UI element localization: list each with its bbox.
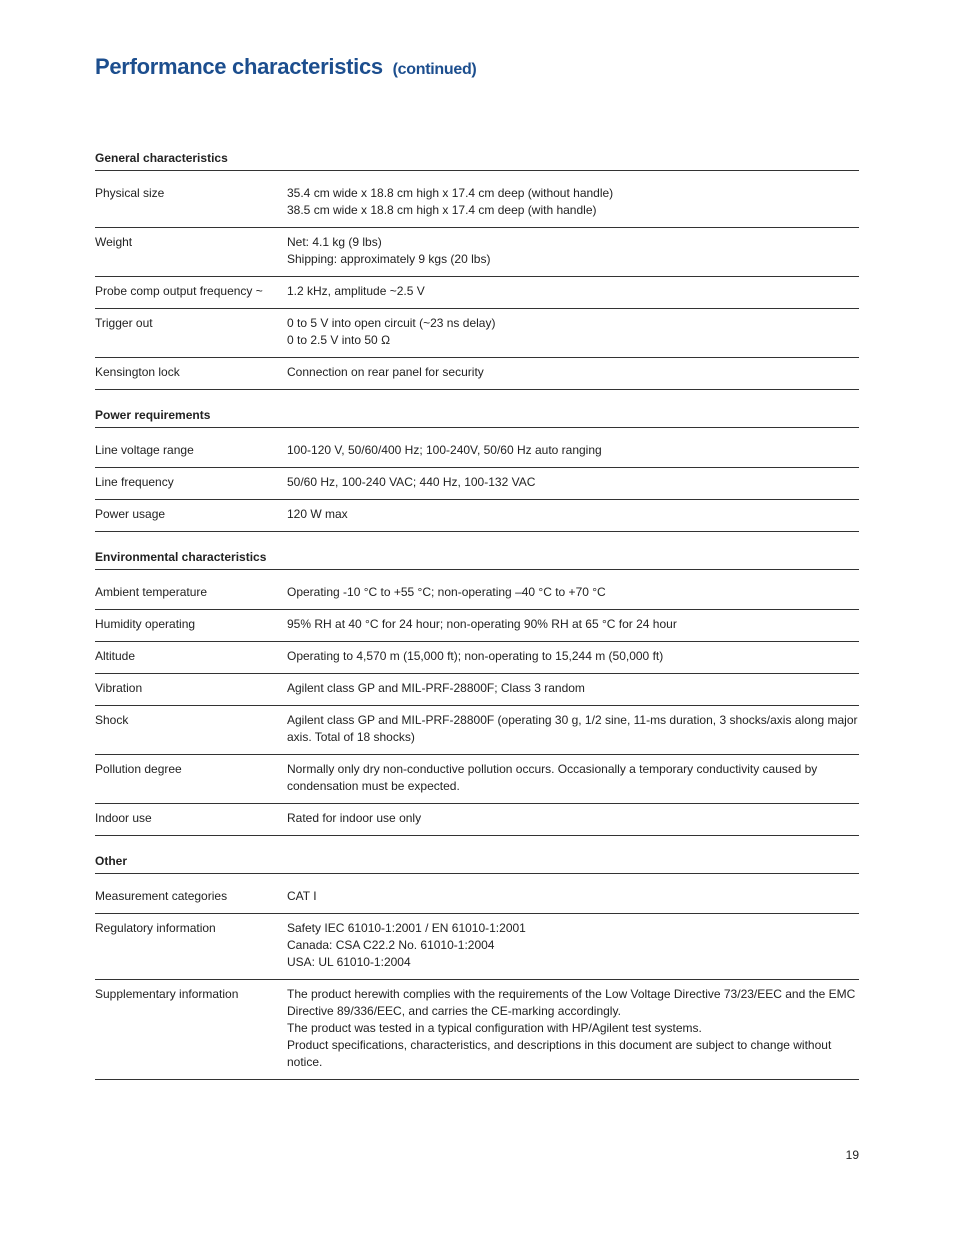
spec-value-line: The product herewith complies with the requirements of the Low Voltage Directive 73/23/EEC and the EMC Directive 89/336/EEC, and carries the CE-marking accordingly.: [287, 987, 856, 1018]
table-row: [95, 578, 859, 610]
spec-value: [287, 674, 859, 706]
spec-label: Humidity operating: [95, 610, 287, 642]
spec-value: [287, 706, 859, 755]
section-other: [95, 853, 859, 1080]
spec-value-line: 50/60 Hz, 100-240 VAC; 440 Hz, 100-132 VAC: [287, 475, 536, 489]
spec-value: [287, 882, 859, 914]
spec-value-line: Agilent class GP and MIL-PRF-28800F; Class 3 random: [287, 681, 585, 695]
table-row: [95, 706, 859, 755]
spec-value-line: Rated for indoor use only: [287, 811, 422, 825]
spec-value-line: 100-120 V, 50/60/400 Hz; 100-240V, 50/60 Hz auto ranging: [287, 443, 602, 457]
spec-label: Kensington lock: [95, 358, 287, 390]
spec-value-line: 120 W max: [287, 507, 348, 521]
spec-label: Shock: [95, 706, 287, 755]
spec-value: [287, 309, 859, 358]
section-general-characteristics: [95, 150, 859, 390]
spec-label: Weight: [95, 228, 287, 277]
spec-value: [287, 804, 859, 836]
spec-value-line: Operating -10 °C to +55 °C; non-operating –40 °C to +70 °C: [287, 585, 606, 599]
spec-value-line: 38.5 cm wide x 18.8 cm high x 17.4 cm deep (with handle): [287, 203, 597, 217]
section-heading: Environmental characteristics: [95, 549, 859, 570]
spec-value-line: Safety IEC 61010-1:2001 / EN 61010-1:2001: [287, 921, 526, 935]
spec-value-line: Normally only dry non-conductive pollution occurs. Occasionally a temporary conductivity caused by condensation must be expected.: [287, 762, 818, 793]
spec-value-line: Connection on rear panel for security: [287, 365, 484, 379]
spec-value-line: 35.4 cm wide x 18.8 cm high x 17.4 cm deep (without handle): [287, 186, 614, 200]
spec-label: Power usage: [95, 500, 287, 532]
spec-label: Probe comp output frequency ~: [95, 277, 287, 309]
spec-value-line: 1.2 kHz, amplitude ~2.5 V: [287, 284, 425, 298]
table-row: [95, 755, 859, 804]
spec-table: [95, 882, 859, 1080]
spec-label: Trigger out: [95, 309, 287, 358]
page-title-suffix: (continued): [392, 61, 477, 78]
spec-value-line: Net: 4.1 kg (9 lbs): [287, 235, 382, 249]
spec-sections: [95, 150, 859, 1097]
spec-value-line: Agilent class GP and MIL-PRF-28800F (operating 30 g, 1/2 sine, 11-ms duration, 3 shocks/axis along major axis. Total of 18 shocks): [287, 713, 858, 744]
spec-label: Altitude: [95, 642, 287, 674]
table-row: [95, 436, 859, 468]
section-heading: Power requirements: [95, 407, 859, 428]
spec-label: Vibration: [95, 674, 287, 706]
spec-value-line: 95% RH at 40 °C for 24 hour; non-operating 90% RH at 65 °C for 24 hour: [287, 617, 677, 631]
spec-table: [95, 578, 859, 836]
spec-table: [95, 436, 859, 532]
spec-label: Line frequency: [95, 468, 287, 500]
table-row: [95, 500, 859, 532]
table-row: [95, 179, 859, 228]
spec-label: Pollution degree: [95, 755, 287, 804]
spec-value: [287, 179, 859, 228]
table-row: [95, 980, 859, 1080]
table-row: [95, 642, 859, 674]
section-power-requirements: [95, 407, 859, 532]
spec-value-line: CAT I: [287, 889, 317, 903]
spec-value-line: The product was tested in a typical configuration with HP/Agilent test systems.: [287, 1021, 702, 1035]
spec-value: [287, 228, 859, 277]
spec-value: [287, 277, 859, 309]
table-row: [95, 228, 859, 277]
spec-value: [287, 468, 859, 500]
spec-label: Line voltage range: [95, 436, 287, 468]
spec-value-line: Shipping: approximately 9 kgs (20 lbs): [287, 252, 491, 266]
section-heading: Other: [95, 853, 859, 874]
spec-label: Measurement categories: [95, 882, 287, 914]
spec-value: [287, 610, 859, 642]
spec-value-line: Operating to 4,570 m (15,000 ft); non-operating to 15,244 m (50,000 ft): [287, 649, 664, 663]
spec-label: Ambient temperature: [95, 578, 287, 610]
spec-label: Indoor use: [95, 804, 287, 836]
spec-label: Physical size: [95, 179, 287, 228]
spec-value: [287, 755, 859, 804]
spec-label: Supplementary information: [95, 980, 287, 1080]
table-row: [95, 674, 859, 706]
table-row: [95, 309, 859, 358]
spec-value: [287, 358, 859, 390]
spec-value: [287, 914, 859, 980]
table-row: [95, 804, 859, 836]
table-row: [95, 358, 859, 390]
spec-value-line: Product specifications, characteristics, and descriptions in this document are subject to change without notice.: [287, 1038, 832, 1069]
table-row: [95, 277, 859, 309]
section-heading: General characteristics: [95, 150, 859, 171]
table-row: [95, 914, 859, 980]
spec-value: [287, 578, 859, 610]
table-row: [95, 468, 859, 500]
spec-value: [287, 436, 859, 468]
table-row: [95, 610, 859, 642]
table-row: [95, 882, 859, 914]
spec-value: [287, 500, 859, 532]
spec-value-line: 0 to 2.5 V into 50 Ω: [287, 333, 391, 347]
spec-value-line: USA: UL 61010-1:2004: [287, 955, 411, 969]
section-environmental-characteristics: [95, 549, 859, 836]
spec-label: Regulatory information: [95, 914, 287, 980]
spec-value: [287, 980, 859, 1080]
spec-table: [95, 179, 859, 390]
page-title-main: Performance characteristics: [95, 54, 383, 79]
spec-value: [287, 642, 859, 674]
page-title: [95, 52, 476, 85]
page-number: 19: [845, 1148, 859, 1162]
spec-value-line: Canada: CSA C22.2 No. 61010-1:2004: [287, 938, 495, 952]
spec-value-line: 0 to 5 V into open circuit (~23 ns delay): [287, 316, 496, 330]
